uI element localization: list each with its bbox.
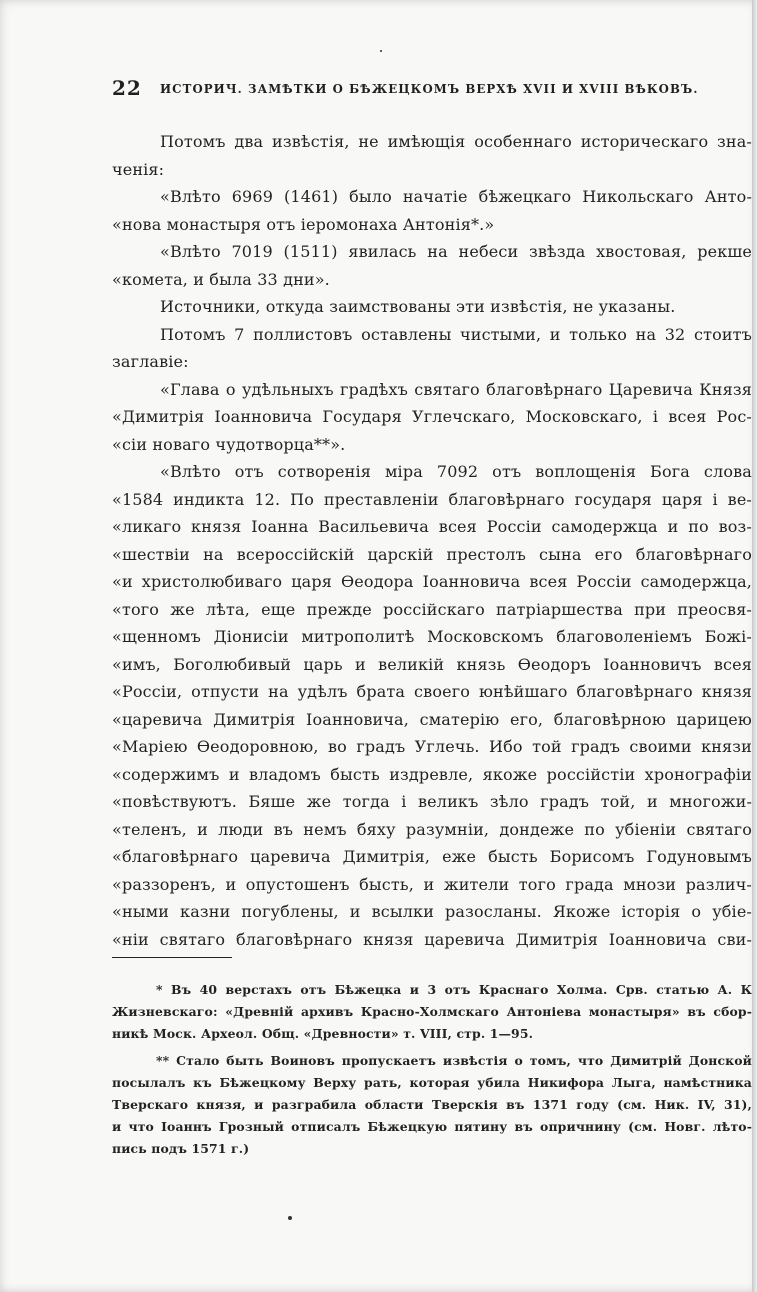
footnote-line: никѣ Моск. Археол. Общ. «Древности» т. VIII, стр. 1—95. bbox=[112, 1026, 534, 1041]
text-line: «Влѣто отъ сотворенія міра 7092 отъ воплощенія Бога слова bbox=[160, 462, 752, 481]
text-line: «ніи святаго благовѣрнаго князя царевича Димитрія Іоанновича сви- bbox=[112, 929, 752, 949]
page-number: 22 bbox=[112, 76, 142, 100]
footnote-line: Тверскаго князя, и разграбила области Тверскія въ 1371 году (см. Ник. IV, 31), bbox=[112, 1097, 752, 1112]
text-line: «ликаго князя Іоанна Васильевича всея Россіи самодержца и по воз- bbox=[112, 517, 752, 536]
text-line: «и христолюбиваго царя Ѳеодора Іоанновича всея Россіи самодержца, bbox=[112, 572, 752, 591]
print-mark-bottom bbox=[288, 1216, 292, 1220]
text-line: «Димитрія Іоанновича Государя Углечскаго, Московскаго, і всея Рос- bbox=[112, 407, 752, 426]
text-line: «щенномъ Діонисіи митрополитѣ Московскомъ благоволеніемъ Божі- bbox=[112, 627, 752, 646]
text-line: Источники, откуда заимствованы эти извѣстія, не указаны. bbox=[160, 297, 676, 316]
text-line: заглавіе: bbox=[112, 352, 189, 371]
text-line: ченія: bbox=[112, 159, 165, 179]
text-line: «содержимъ и владомъ бысть издревле, якоже россійстіи хронографіи bbox=[112, 764, 752, 784]
text-line: «Маріею Ѳеодоровною, во градъ Углечь. Ибо той градъ своими князи bbox=[112, 737, 752, 756]
text-line: Потомъ два извѣстія, не имѣющія особеннаго историческаго зна- bbox=[160, 132, 752, 151]
text-line: «сіи новаго чудотворца**». bbox=[112, 434, 346, 454]
footnote-divider bbox=[112, 957, 232, 958]
page-edge-shadow bbox=[752, 0, 757, 1292]
text-line: «1584 индикта 12. По преставленіи благовѣрнаго государя царя і ве- bbox=[112, 489, 752, 509]
text-line: «царевича Димитрія Іоанновича, сматерію его, благовѣрною царицею bbox=[112, 709, 752, 729]
text-line: «ными казни погублены, и всылки разосланы. Якоже історія о убіе- bbox=[112, 902, 752, 921]
page-header bbox=[112, 76, 712, 102]
text-line: «Россіи, отпусти на удѣлъ брата своего юнѣйшаго благовѣрнаго князя bbox=[112, 682, 752, 701]
footnote-line: посылалъ къ Бѣжецкому Верху рать, которая убила Никифора Лыга, намѣстника bbox=[112, 1075, 752, 1090]
footnote-line: ** Стало быть Воиновъ пропускаетъ извѣстія о томъ, что Димитрій Донской bbox=[156, 1053, 752, 1068]
text-line: «нова монастыря отъ іеромонаха Антонія*.» bbox=[112, 214, 495, 234]
footnote-line: и что Іоаннъ Грозный отписалъ Бѣжецкую пятину въ опричнину (см. Новг. лѣто- bbox=[112, 1119, 752, 1134]
text-line: «Влѣто 6969 (1461) было начатіе бѣжецкаго Никольскаго Анто- bbox=[160, 187, 752, 206]
main-text bbox=[112, 128, 752, 953]
text-line: «того же лѣта, еще прежде россійскаго патріаршества при преосвя- bbox=[112, 599, 752, 619]
text-line: Потомъ 7 поллистовъ оставлены чистыми, и только на 32 стоитъ bbox=[160, 324, 752, 344]
footnote-line: пись подъ 1571 г.) bbox=[112, 1141, 250, 1156]
text-line: «раззоренъ, и опустошенъ бысть, и жители того града мнози различ- bbox=[112, 874, 752, 894]
text-line: «шествіи на всероссійскій царскій престолъ сына его благовѣрнаго bbox=[112, 544, 752, 564]
text-line: «имъ, Боголюбивый царь и великій князь Ѳеодоръ Іоанновичъ всея bbox=[112, 654, 752, 674]
text-line: «благовѣрнаго царевича Димитрія, еже бысть Борисомъ Годуновымъ bbox=[112, 847, 752, 866]
text-line: «Глава о удѣльныхъ градѣхъ святаго благовѣрнаго Царевича Князя bbox=[160, 379, 752, 399]
text-line: «повѣствуютъ. Бяше же тогда і великъ зѣло градъ той, и многожи- bbox=[112, 792, 752, 811]
text-line: «теленъ, и люди въ немъ бяху разумніи, дондеже по убіеніи святаго bbox=[112, 819, 752, 839]
footnotes bbox=[112, 979, 752, 1160]
text-line: «комета, и была 33 дни». bbox=[112, 269, 330, 289]
running-head: ИСТОРИЧ. ЗАМѢТКИ О БѢЖЕЦКОМЪ ВЕРХѢ XVII И XVIII ВѢКОВЪ. bbox=[160, 81, 699, 96]
text-line: «Влѣто 7019 (1511) явилась на небеси звѣзда хвостовая, рекше bbox=[160, 242, 752, 261]
footnote-line: Жизневскаго: «Древній архивъ Красно-Холмскаго Антоніева монастыря» въ сбор- bbox=[112, 1004, 752, 1019]
footnote-line: * Въ 40 верстахъ отъ Бѣжецка и 3 отъ Краснаго Холма. Срв. статью А. К bbox=[156, 982, 752, 997]
print-mark-top bbox=[380, 50, 382, 52]
